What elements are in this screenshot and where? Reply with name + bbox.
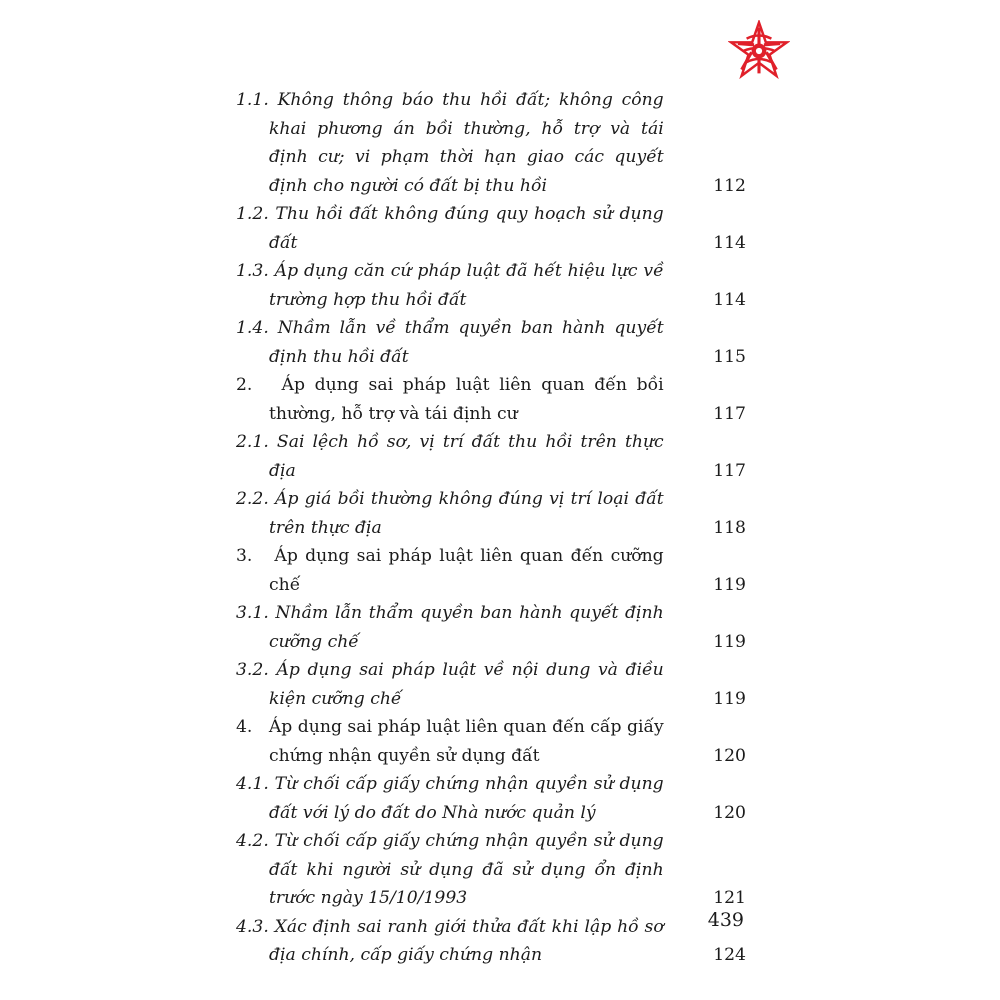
toc-entry-title: 4.3. Xác định sai ranh giới thửa đất khi lập hồ sơ địa chính, cấp giấy chứng nhận (236, 916, 664, 965)
toc-entry-title: 4.2. Từ chối cấp giấy chứng nhận quyền sử dụng đất khi người sử dụng đã sử dụng ổn định trước ngày 15/10/1993 (236, 831, 664, 908)
toc-entry-page: 115 (713, 346, 746, 367)
toc-entry-page: 119 (713, 574, 746, 595)
toc-entry (236, 913, 746, 970)
toc-entry-page: 120 (713, 745, 746, 766)
toc-entry (236, 827, 746, 913)
star-emblem-icon (728, 20, 790, 82)
toc-entry-page: 118 (713, 517, 746, 538)
toc-entry-page: 114 (713, 232, 746, 253)
toc-entry-page: 114 (713, 289, 746, 310)
toc-entry-title: 1.3. Áp dụng căn cứ pháp luật đã hết hiệu lực về trường hợp thu hồi đất (236, 261, 664, 310)
toc-entry-page: 117 (713, 403, 746, 424)
toc-entry-title: 4.1. Từ chối cấp giấy chứng nhận quyền sử dụng đất với lý do đất do Nhà nước quản lý (236, 774, 664, 823)
toc-entry-title: 2.2. Áp giá bồi thường không đúng vị trí loại đất trên thực địa (236, 489, 664, 538)
toc-entry (236, 713, 746, 770)
toc-entry-page: 112 (713, 175, 746, 196)
toc-entry (236, 200, 746, 257)
toc-entry (236, 485, 746, 542)
toc-entry (236, 257, 746, 314)
toc-entry-title: 4. Áp dụng sai pháp luật liên quan đến cấp giấy chứng nhận quyền sử dụng đất (236, 717, 670, 766)
toc-entry (236, 542, 746, 599)
toc-entry (236, 770, 746, 827)
toc-entry-title: 1.4. Nhầm lẫn về thẩm quyền ban hành quyết định thu hồi đất (236, 318, 664, 367)
page-number: 439 (707, 909, 744, 931)
toc-entry (236, 656, 746, 713)
toc-entry (236, 371, 746, 428)
toc-entry (236, 599, 746, 656)
toc-entry-page: 117 (713, 460, 746, 481)
toc-entry-page: 120 (713, 802, 746, 823)
table-of-contents (236, 86, 746, 970)
toc-entry-title: 1.2. Thu hồi đất không đúng quy hoạch sử dụng đất (236, 204, 664, 253)
toc-entry-title: 3. Áp dụng sai pháp luật liên quan đến cưỡng chế (236, 546, 670, 595)
toc-entry-title: 3.1. Nhầm lẫn thẩm quyền ban hành quyết định cưỡng chế (236, 603, 664, 652)
toc-entry-page: 121 (713, 888, 746, 908)
toc-entry (236, 428, 746, 485)
toc-entry-page: 124 (713, 945, 746, 965)
toc-entry (236, 86, 746, 200)
toc-entry-title: 1.1. Không thông báo thu hồi đất; không công khai phương án bồi thường, hỗ trợ và tái định cư; vi phạm thời hạn giao các quyết định cho người có đất bị thu hồi (236, 90, 664, 196)
toc-entry-title: 2. Áp dụng sai pháp luật liên quan đến bồi thường, hỗ trợ và tái định cư (236, 375, 670, 424)
toc-entry-page: 119 (713, 688, 746, 709)
toc-entry (236, 314, 746, 371)
toc-entry-title: 2.1. Sai lệch hồ sơ, vị trí đất thu hồi trên thực địa (236, 432, 664, 481)
toc-entry-page: 119 (713, 631, 746, 652)
toc-entry-title: 3.2. Áp dụng sai pháp luật về nội dung và điều kiện cưỡng chế (236, 660, 664, 709)
